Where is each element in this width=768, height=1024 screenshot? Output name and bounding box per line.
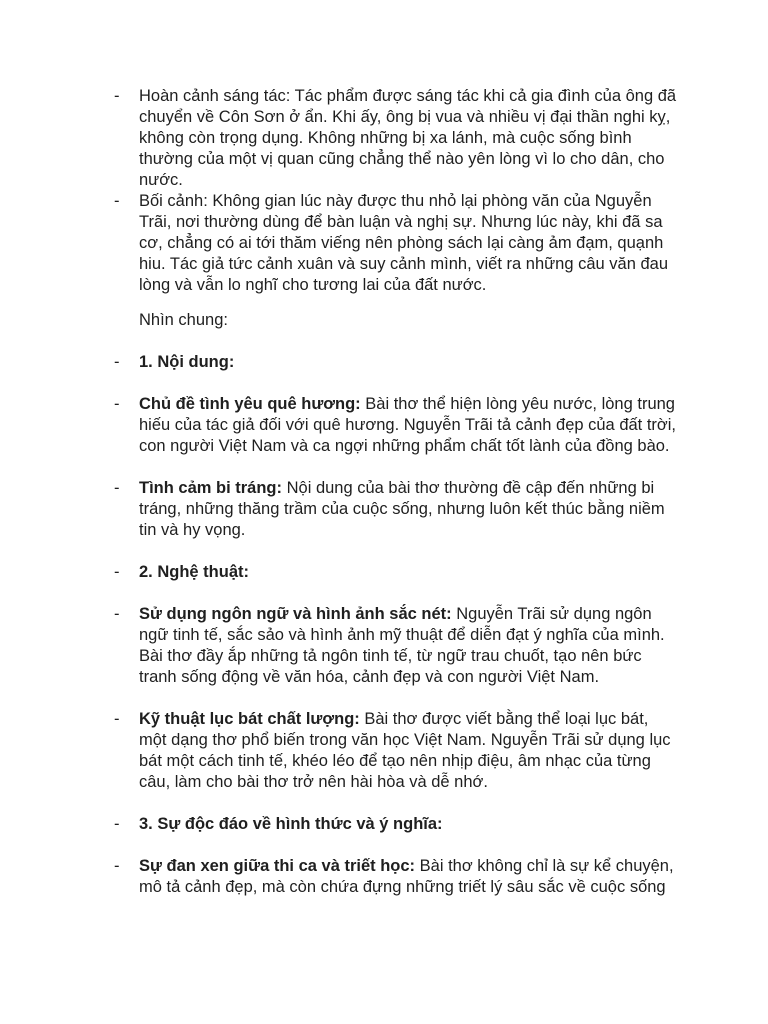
item-text: Nguyễn Trãi sử dụng ngôn ngữ tinh tế, sắc sảo và hình ảnh mỹ thuật để diễn đạt ý nghĩa của mình. Bài thơ đầy ắp những tả ngôn tinh tế, từ ngữ trau chuốt, tạo nên bức tranh sống động về văn hóa, cảnh đẹp và con người Việt Nam. [139, 605, 665, 686]
heading-uniqueness [0, 814, 679, 835]
item-text: Bài thơ thể hiện lòng yêu nước, lòng trung hiếu của tác giả đối với quê hương. Nguyễn Trãi tả cảnh đẹp của đất trời, con người Việt Nam và ca ngợi những phẩm chất tốt lành của đồng bào. [139, 395, 676, 455]
dash-marker: - [114, 192, 120, 210]
item-text: Bối cảnh: Không gian lúc này được thu nhỏ lại phòng văn của Nguyễn Trãi, nơi thường dùng để bàn luận và nghị sự. Nhưng lúc này, khi đã sa cơ, chẳng có ai tới thăm viếng nên phòng sách lại càng ảm đạm, quạnh hiu. Tác giả tức cảnh xuân và suy cảnh mình, viết ra những câu văn đau lòng và vẫn lo nghĩ cho tương lai của đất nước. [139, 192, 669, 294]
heading-text: 1. Nội dung: [139, 353, 235, 371]
dash-marker: - [114, 605, 120, 623]
heading-text: 2. Nghệ thuật: [139, 563, 249, 581]
heading-art [0, 562, 679, 583]
item-label: Kỹ thuật lục bát chất lượng: [139, 710, 360, 728]
list-item-setting [0, 191, 679, 296]
dash-marker: - [114, 857, 120, 875]
list-item-theme [0, 394, 679, 457]
overview-label: Nhìn chung: [139, 311, 228, 329]
list-item-context [0, 86, 679, 191]
item-label: Sử dụng ngôn ngữ và hình ảnh sắc nét: [139, 605, 452, 623]
item-text: Nội dung của bài thơ thường đề cập đến những bi tráng, những thăng trầm của cuộc sống, nhưng luôn kết thúc bằng niềm tin và hy vọng. [139, 479, 665, 539]
dash-marker: - [114, 710, 120, 728]
item-label: Chủ đề tình yêu quê hương: [139, 395, 361, 413]
list-item-language [0, 604, 679, 688]
dash-marker: - [114, 87, 120, 105]
heading-text: 3. Sự độc đáo về hình thức và ý nghĩa: [139, 815, 443, 833]
document-body [0, 86, 768, 898]
dash-marker: - [114, 563, 120, 581]
item-label: Tình cảm bi tráng: [139, 479, 283, 497]
dash-marker: - [114, 479, 120, 497]
item-text: Hoàn cảnh sáng tác: Tác phẩm được sáng tác khi cả gia đình của ông đã chuyển về Côn Sơn ở ẩn. Khi ấy, ông bị vua và nhiều vị đại thần nghi kỵ, không còn trọng dụng. Không những bị xa lánh, mà cuộc sống bình thường của một vị quan cũng chẳng thể nào yên lòng vì lo cho dân, cho nước. [139, 87, 677, 189]
dash-marker: - [114, 353, 120, 371]
item-text: Bài thơ không chỉ là sự kể chuyện, mô tả cảnh đẹp, mà còn chứa đựng những triết lý sâu sắc về cuộc sống [139, 857, 674, 896]
item-text: Bài thơ được viết bằng thể loại lục bát, một dạng thơ phổ biến trong văn học Việt Nam. Nguyễn Trãi sử dụng lục bát một cách tinh tế, khéo léo để tạo nên nhịp điệu, âm nhạc của từng câu, làm cho bài thơ trở nên hài hòa và dễ nhớ. [139, 710, 671, 791]
list-item-emotion [0, 478, 679, 541]
list-item-philosophy [0, 856, 679, 898]
list-item-technique [0, 709, 679, 793]
item-label: Sự đan xen giữa thi ca và triết học: [139, 857, 416, 875]
heading-content [0, 352, 679, 373]
dash-marker: - [114, 815, 120, 833]
dash-marker: - [114, 395, 120, 413]
